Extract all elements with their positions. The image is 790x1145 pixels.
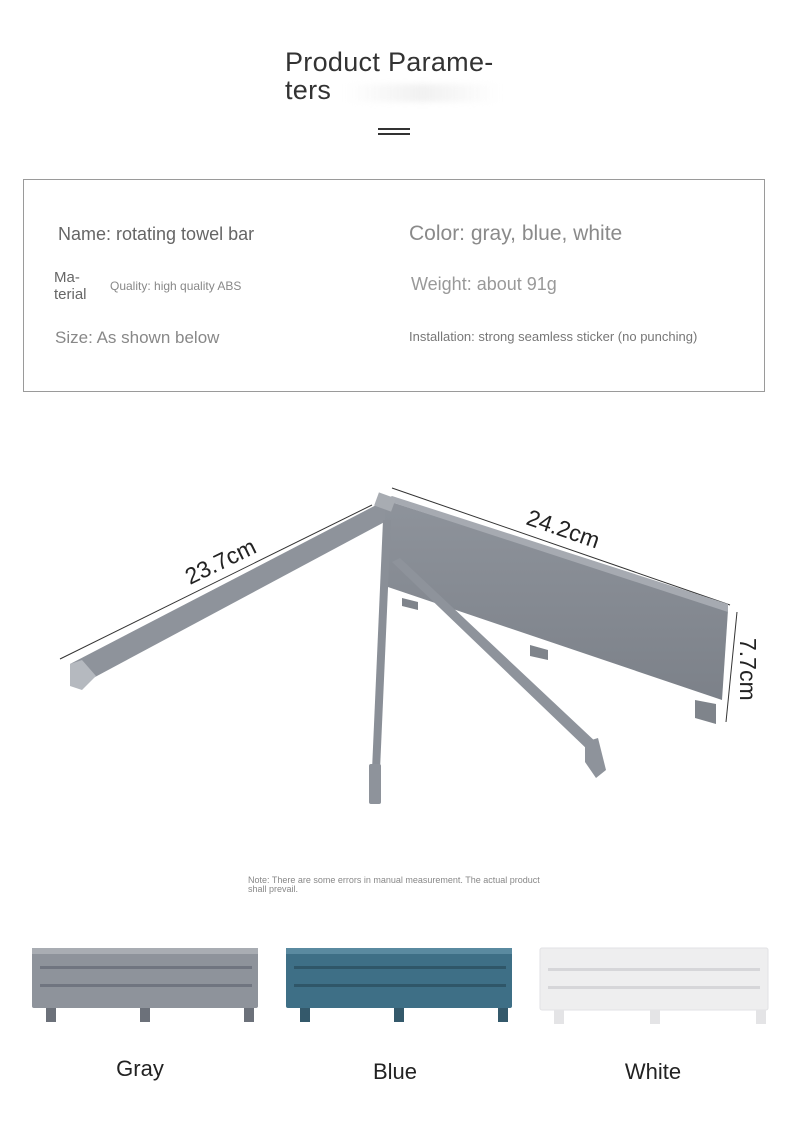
variant-gray-label: Gray <box>116 1056 164 1081</box>
measurement-note: Note: There are some errors in manual measurement. The actual product shall prevail. <box>248 875 540 894</box>
double-line-icon <box>378 128 410 142</box>
page-title: Product Parame- ters <box>285 47 494 105</box>
param-size: Size: As shown below <box>55 328 220 347</box>
variant-blue-label: Blue <box>372 1059 418 1084</box>
dimension-top-length: 24.2cm <box>523 504 604 554</box>
param-material-value: Quality: high quality ABS <box>110 279 242 293</box>
param-color: Color: gray, blue, white <box>409 222 623 245</box>
title-decoration <box>345 84 500 102</box>
variant-blue-image <box>284 940 516 1030</box>
variant-white-image <box>538 940 770 1030</box>
param-material-label: Ma- terial <box>54 269 87 303</box>
vertical-arm <box>369 520 391 804</box>
dimension-height: 7.7cm <box>735 638 761 701</box>
variant-gray-image <box>30 940 262 1030</box>
param-installation: Installation: strong seamless sticker (no punching) <box>409 329 698 344</box>
left-arm <box>70 502 392 690</box>
dimension-left-arm: 23.7cm <box>180 533 260 590</box>
variant-white-label: White <box>624 1059 682 1084</box>
param-name: Name: rotating towel bar <box>58 224 255 244</box>
towel-bar-diagram <box>40 460 770 820</box>
param-weight: Weight: about 91g <box>411 274 557 294</box>
